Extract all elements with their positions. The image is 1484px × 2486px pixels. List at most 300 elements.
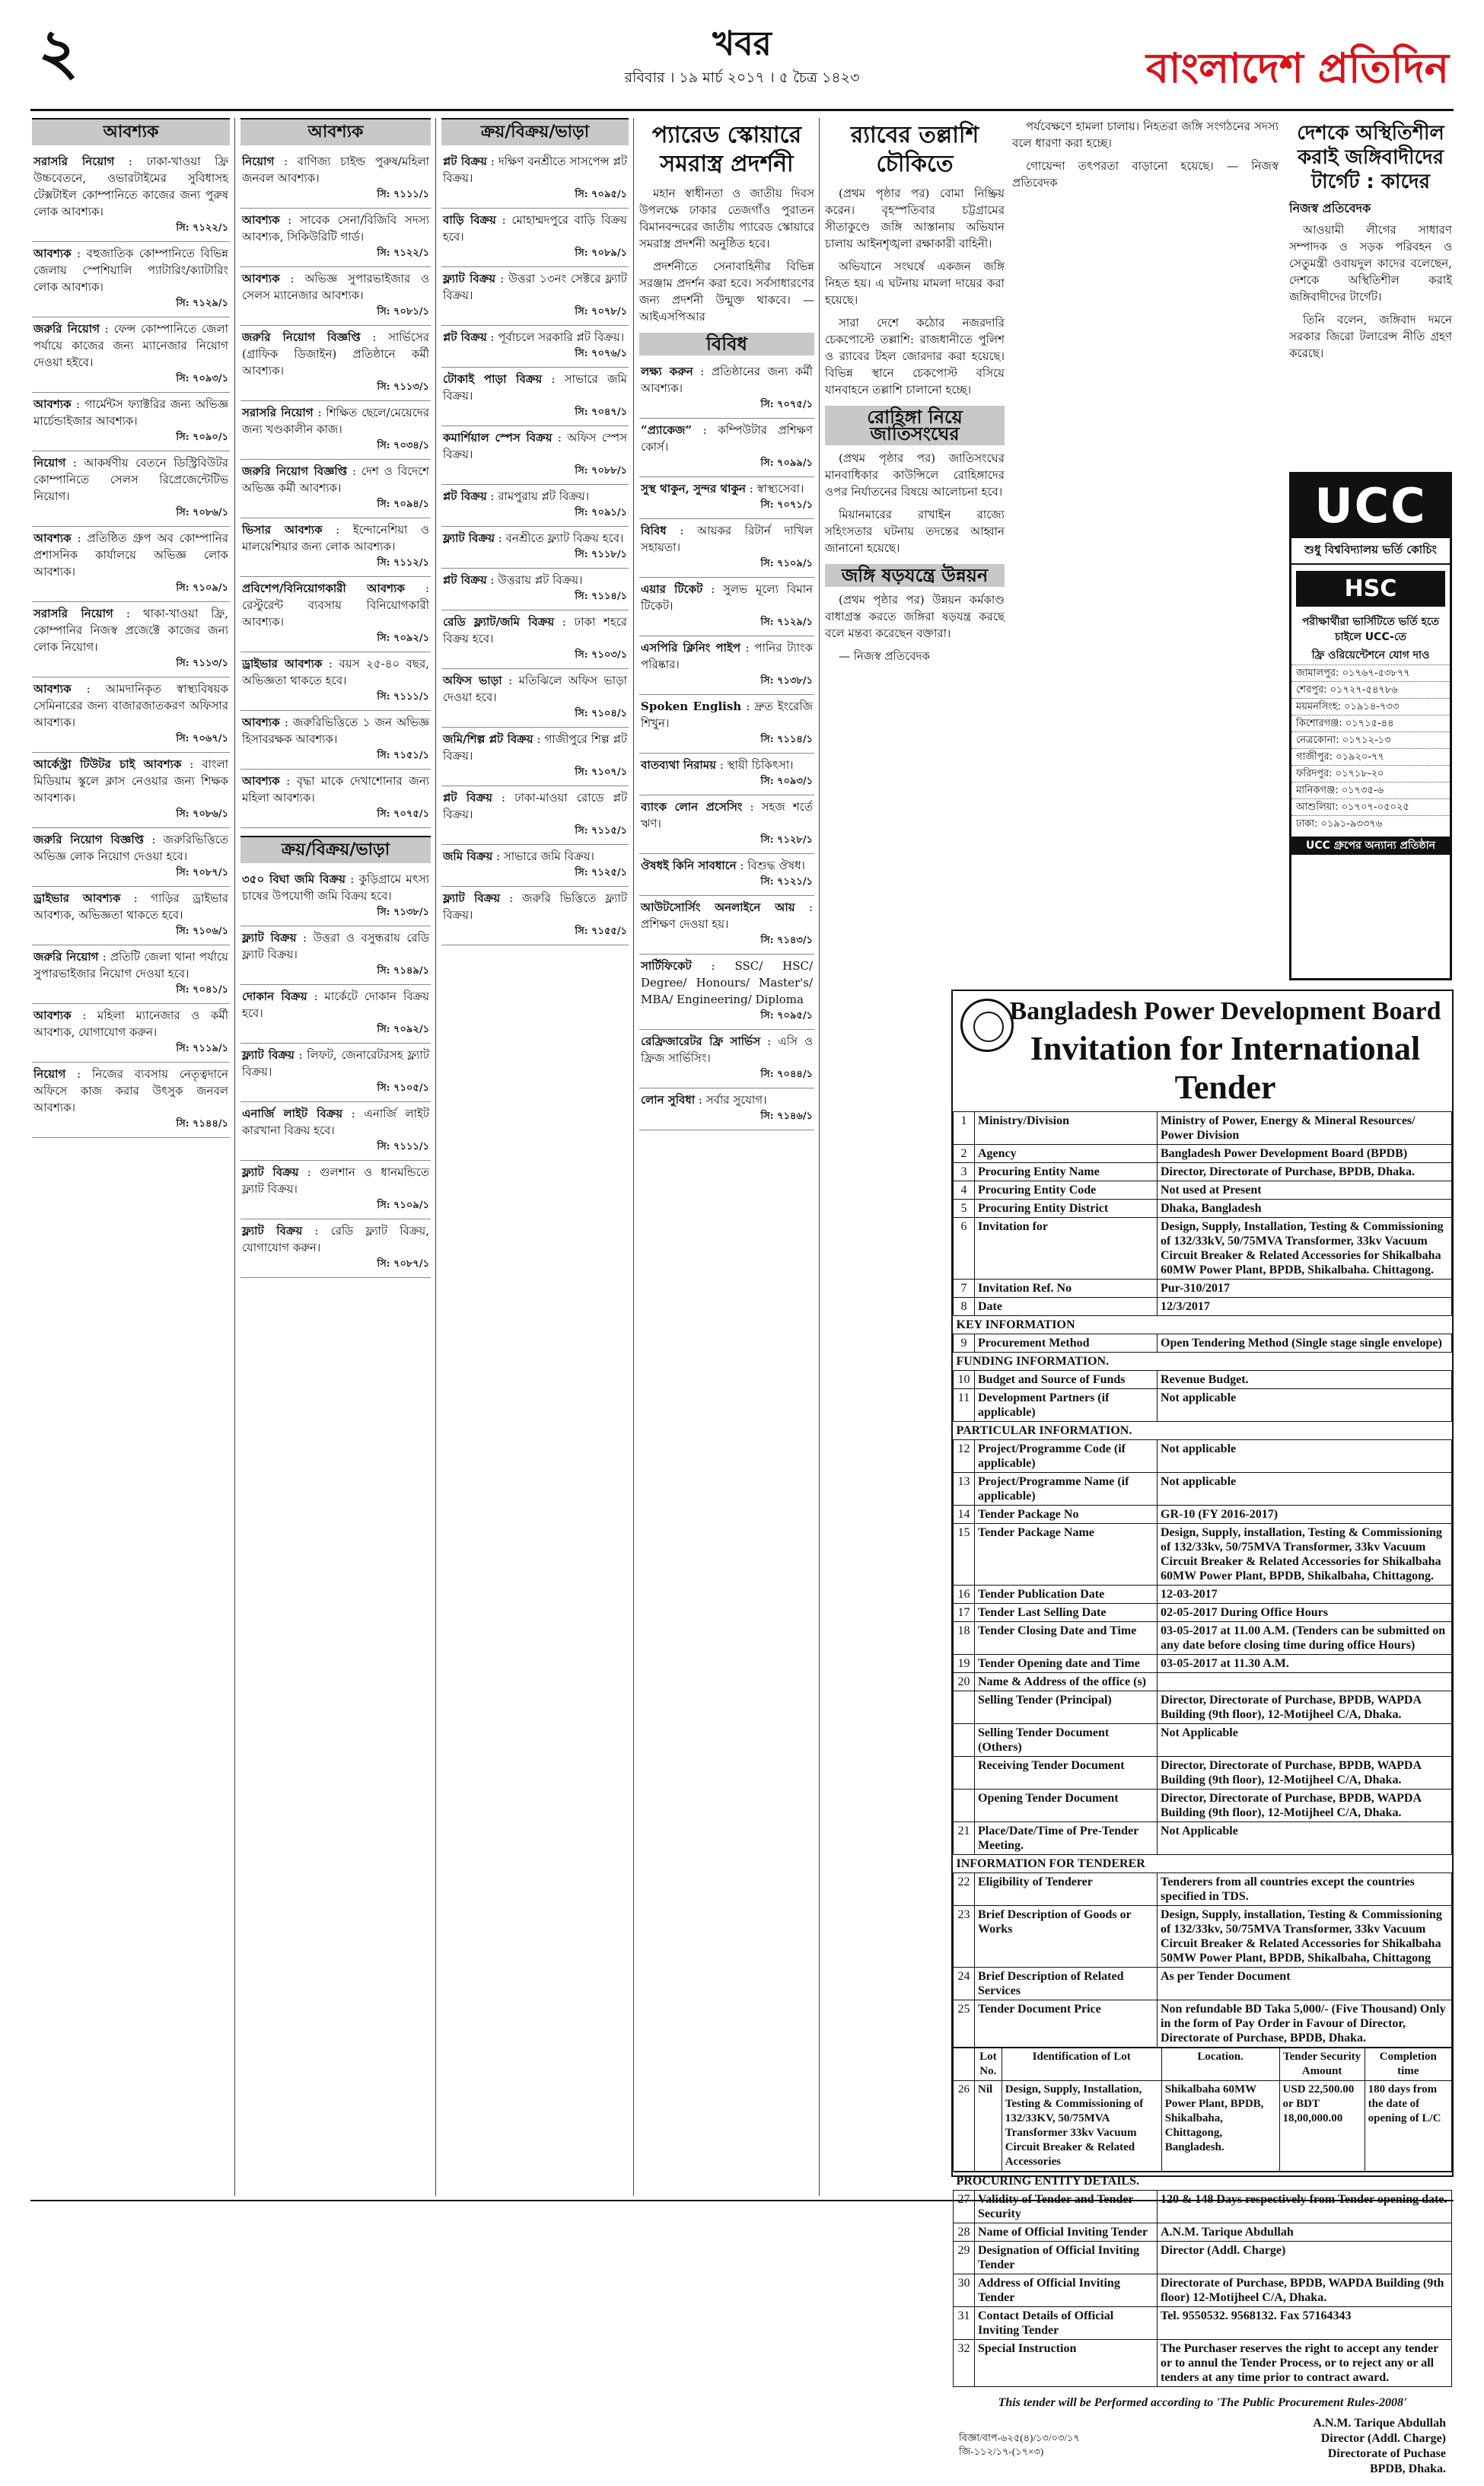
headline: প্যারেড স্কোয়ারে সমরাস্ত্র প্রদর্শনী xyxy=(651,122,802,177)
ad-title: রেফ্রিজারেটর ফ্রি সার্ভিস xyxy=(641,1034,761,1048)
ad-text: স্থায়ী চিকিৎসা। xyxy=(727,758,794,772)
ad-text: এসি ও ফ্রিজ সার্ভিসিং। xyxy=(641,1034,814,1065)
tender-field-value xyxy=(1158,2191,1452,2223)
ad-reference: সি: ৭০৯০/১ xyxy=(176,432,228,443)
tender-row xyxy=(954,1790,1452,1822)
ucc-branch: আশুলিয়া: ০১৭০৭-০৫০২৫ xyxy=(1291,798,1450,815)
ad-text: প্রতিষ্ঠিত গ্রুপ অব কোম্পানির প্রশাসনিক কার্যালয়ে অভিজ্ঞ লোক আবশ্যক। xyxy=(33,531,229,578)
ad-reference: সি: ৭১০৫/১ xyxy=(377,1082,429,1094)
ad-reference: সি: ৭০৮৬/১ xyxy=(176,507,228,518)
ad-title: ব্যাংক লোন প্রসেসিং xyxy=(641,800,743,814)
ad-title: ভিসার আবশ্যক xyxy=(242,523,323,537)
tender-field-value: Not applicable xyxy=(1158,1440,1452,1473)
ad-reference: সি: ৭০৯৯/১ xyxy=(760,457,813,469)
ad-reference: সি: ৭১০৯/১ xyxy=(176,582,228,594)
tender-field-label: Invitation for xyxy=(975,1218,1158,1280)
ad-reference: সি: ৭১১১/১ xyxy=(377,691,429,703)
tender-field-label: Security xyxy=(975,2191,1158,2223)
tender-field-label: Tender Package Name xyxy=(975,1524,1158,1586)
classified-ad: জরুরি নিয়োগ বিজ্ঞপ্তি : সার্ভিসের (গ্রাফিক ডিজাইন) প্রতিষ্ঠানে কর্মী আবশ্যক। সি: ৭১১৩/১ xyxy=(240,326,431,401)
tender-field-value: Director, Directorate of Purchase, BPDB, Dhaka. xyxy=(1158,1163,1452,1181)
ad-reference: সি: ৭০৭৮/১ xyxy=(575,306,627,317)
ad-reference: সি: ৭০৪৪/১ xyxy=(760,1069,813,1080)
classified-ad: সরাসরি নিয়োগ : থাকা-খাওয়া ফ্রি, কোম্পানির নিজস্ব প্রজেক্টে কাজের জন্য লোক নিয়োগ। সি: ৭১১৩/১ xyxy=(32,602,230,677)
tender-field-label: Address of Official Inviting Tender xyxy=(975,2274,1158,2307)
tender-row-number: 13 xyxy=(954,1473,975,1506)
ad-title: জরুরি নিয়োগ xyxy=(33,950,99,964)
ucc-branch: ঢাকা: ০১৯১-৯৩৩৭৬ xyxy=(1291,815,1450,832)
ad-title: কমার্শিয়াল স্পেস বিক্রয় xyxy=(443,431,553,445)
classified-ad: নিয়োগ : নিজের ব্যবসায় নেতৃত্বদানে অফিসে কাজ করার উৎসুক জনবল আবশ্যক। সি: ৭১৪৪/১ xyxy=(32,1063,230,1138)
tender-row-number: 20 xyxy=(954,1673,975,1691)
classified-ad: লক্ষ্য করুন : প্রতিষ্ঠানের জন্য কর্মী আবশ্যক। সি: ৭০৭৫/১ xyxy=(639,360,814,419)
ad-title: এয়ার টিকেট xyxy=(641,582,703,596)
tender-field-label: Procurement Method xyxy=(975,1334,1158,1353)
tender-field-value: GR-10 (FY 2016-2017) xyxy=(1158,1506,1452,1524)
tender-row xyxy=(954,1622,1452,1655)
classified-ad: ফ্ল্যাট বিক্রয় : উত্তরা ১৩নং সেক্টরে ফ্ল্যাট বিক্রয়। সি: ৭০৭৮/১ xyxy=(441,267,629,326)
ad-reference: সি: ৭০৭৫/১ xyxy=(377,808,429,820)
ad-reference: সি: ৭১০৩/১ xyxy=(575,649,627,661)
ad-title: সরাসরি নিয়োগ xyxy=(33,607,113,620)
tender-field-value: A.N.M. Tarique Abdullah xyxy=(1158,2223,1452,2242)
classified-ad: আবশ্যক : গার্মেন্টস ফ্যাক্টরির জন্য অভিজ্ঞ মার্চেন্ডাইজার আবশ্যক। সি: ৭০৯০/১ xyxy=(32,393,230,451)
tender-field-value: Non refundable BD Taka 5,000/- (Five Thousand) Only in the form of Pay Order in Favour of Director, Directorate of Purchase, BPDB, Dhaka. xyxy=(1158,2000,1452,2048)
classifieds-column-1 xyxy=(32,118,230,2196)
tender-field-label: Brief Description of Goods or Works xyxy=(975,1906,1158,1968)
tender-row xyxy=(954,1724,1452,1757)
tender-row xyxy=(954,1473,1452,1506)
ad-reference: সি: ৭০৭১/১ xyxy=(760,499,813,511)
headline: দেশকে অস্থিতিশীল করাই জঙ্গিবাদীদের টার্গেট : কাদের xyxy=(1297,122,1444,193)
ad-title: জরুরি নিয়োগ বিজ্ঞপ্তি xyxy=(242,464,348,478)
ad-reference: সি: ৭১২২/১ xyxy=(176,222,228,234)
ad-reference: সি: ৭০৯৩/১ xyxy=(760,776,813,787)
tender-row-number: 14 xyxy=(954,1506,975,1524)
lot-header-cell: Tender Security Amount xyxy=(1279,2048,1365,2081)
ad-reference: সি: ৭০৬৭/১ xyxy=(176,733,228,744)
masthead xyxy=(30,14,1454,111)
tender-field-value: Director, Directorate of Purchase, BPDB, WAPDA Building (9th floor), 12-Motijheel C/A, Dhaka. xyxy=(1158,1790,1452,1822)
ad-text: প্রতিটি জেলা থানা পর্যায়ে সুপারভাইজার নিয়োগ দেওয়া হবে। xyxy=(33,950,229,980)
article-paragraph: মিয়ানমারের রাখাইন রাজ্যে সহিংসতার ঘটনায় তদন্তের আহ্বান জানানো হয়েছে। xyxy=(825,508,1005,555)
ad-title: আবশ্যক xyxy=(33,682,72,696)
tender-row-number: 8 xyxy=(954,1298,975,1316)
tender-field-value: Revenue Budget. xyxy=(1158,1371,1452,1389)
tender-field-value: Tenderers from all countries except the countries specified in TDS. xyxy=(1158,1873,1452,1906)
tender-row xyxy=(954,1968,1452,2000)
tender-field-value: 02-05-2017 During Office Hours xyxy=(1158,1604,1452,1622)
ad-text: দক্ষিণ বনশ্রীতে সাসপেন্স প্লট বিক্রয়। xyxy=(443,155,628,185)
ad-reference: সি: ৭১২২/১ xyxy=(377,247,429,259)
tender-row-number: 32 xyxy=(954,2340,975,2387)
tender-row-number: 6 xyxy=(954,1218,975,1280)
headline: র‌্যাবের তল্লাশি চৌকিতে xyxy=(850,122,979,177)
tender-field-value: Bangladesh Power Development Board (BPDB) xyxy=(1158,1145,1452,1163)
ucc-branch: গাজীপুর: ০১৯২০-৭৭ xyxy=(1291,748,1450,765)
ad-title: প্লট বিক্রয় xyxy=(443,155,487,168)
tender-field-value: Design, Supply, installation, Testing & Commissioning of 132/33kv, 50/75MVA Transformer, 33kv Vacuum Circuit Breaker & Related Accessories for Shikalbaha 50MW Power Plant, BPDB, Shikalbaha, Chittagong xyxy=(1158,1906,1452,1968)
ad-reference: সি: ৭০৮৭/১ xyxy=(377,1258,429,1270)
tender-row xyxy=(954,2223,1452,2242)
classified-ad: প্লট বিক্রয় : ঢাকা-মাওয়া রোডে প্লট বিক্রয়। সি: ৭১১৫/১ xyxy=(441,786,629,845)
tender-row xyxy=(954,2172,1452,2191)
tender-field-value: Not applicable xyxy=(1158,1473,1452,1506)
ucc-line: ফ্রি ওরিয়েন্টেশনে যোগ দাও xyxy=(1311,649,1430,661)
ucc-branch: জামালপুর: ০১৭৬৭-৫৩৮৭৭ xyxy=(1291,665,1450,681)
column-divider xyxy=(819,118,820,2196)
classified-ad: “প্র্যাকেজ” : কম্পিউটার প্রশিক্ষণ কোর্স। সি: ৭০৯৯/১ xyxy=(639,419,814,477)
ad-reference: সি: ৭১৪৬/১ xyxy=(760,1111,813,1122)
tender-field-label: Special Instruction xyxy=(975,2340,1158,2387)
classified-ad: প্রবিশেপ/বিনিয়োগকারী আবশ্যক : রেস্টুরেন্ট ব্যবসায় বিনিয়োগকারী আবশ্যক। সি: ৭০৯২/১ xyxy=(240,577,431,652)
tender-row-number: 29 xyxy=(954,2242,975,2274)
ad-title: ফ্ল্যাট বিক্রয় xyxy=(443,891,501,905)
ad-title: ফ্ল্যাট বিক্রয় xyxy=(242,1224,303,1238)
ad-title: প্লট বিক্রয় xyxy=(443,489,487,503)
misc-heading: বিবিধ xyxy=(639,333,814,355)
ad-reference: সি: ৭০৮১/১ xyxy=(377,306,429,317)
lot-cell: Nil xyxy=(975,2081,1002,2172)
tender-row-number: 22 xyxy=(954,1873,975,1906)
page-bottom-rule xyxy=(30,2200,1454,2201)
ad-text: সাভারে জমি বিক্রয়। xyxy=(503,849,594,863)
news-column-4 xyxy=(1289,118,1452,468)
article-paragraph: (প্রথম পৃষ্ঠার পর) বোমা নিষ্ক্রিয় করেন। বৃহস্পতিবার চট্টগ্রামের সীতাকুণ্ডে জঙ্গি আস্তানায় অভিযান চালায় আইনশৃঙ্খলা রক্ষাকারী বাহিনী। xyxy=(825,186,1005,250)
lot-header-cell: Lot No. xyxy=(975,2048,1002,2081)
ad-reference: সি: ৭১৪৩/১ xyxy=(760,935,813,946)
lot-header-cell: Location. xyxy=(1161,2048,1279,2081)
classified-ad: ফ্ল্যাট বিক্রয় : গুলশান ও ধানমন্ডিতে ফ্ল্যাট বিক্রয়। সি: ৭১০৯/১ xyxy=(240,1161,431,1219)
classified-ad: বাড়ি বিক্রয় : মোহাম্মদপুরে বাড়ি বিক্রয় হবে। সি: ৭০৮৯/১ xyxy=(441,209,629,267)
ucc-branch: ফরিদপুর: ০১৭১৮-২০ xyxy=(1291,765,1450,782)
ucc-branch: কিশোরগঞ্জ: ০১৭১৫-৪৪ xyxy=(1291,715,1450,731)
tender-field-value: The Purchaser reserves the right to accept any tender or to annul the Tender Process, or to reject any or all tenders at any time prior to contract award. xyxy=(1158,2340,1452,2387)
tender-row xyxy=(954,2191,1452,2223)
ad-text: ফেন্স কোম্পানিতে জেলা পর্যায়ে কাজের জন্য ম্যানেজার নিয়োগ দেওয়া হইবে। xyxy=(33,322,228,369)
tender-field-label: Eligibility of Tenderer xyxy=(975,1873,1158,1906)
ad-title: প্লট বিক্রয় xyxy=(443,573,487,587)
tender-field-value: 12-03-2017 xyxy=(1158,1586,1452,1604)
tender-footer xyxy=(953,2387,1452,2486)
ad-reference: সি: ৭০৪৭/১ xyxy=(575,406,627,418)
ad-title: আবশ্যক xyxy=(33,247,72,260)
tender-field-value: Not applicable xyxy=(1158,1389,1452,1422)
classified-ad: প্লট বিক্রয় : রামপুরায় প্লট বিক্রয়। সি: ৭০৯১/১ xyxy=(441,485,629,527)
ad-title: আবশ্যক xyxy=(242,716,280,729)
ad-text: প্রতিষ্ঠানের জন্য কর্মী আবশ্যক। xyxy=(641,365,813,395)
classified-ad: জরুরি নিয়োগ বিজ্ঞপ্তি : দেশ ও বিদেশে অভিজ্ঞ কর্মী আবশ্যক। সি: ৭০৯৪/১ xyxy=(240,460,431,518)
classified-ad: ফ্ল্যাট বিক্রয় : উত্তরা ও বসুন্ধরায় রেডি ফ্ল্যাট বিক্রয়। সি: ৭১৪৯/১ xyxy=(240,926,431,985)
classified-ad: নিয়োগ : আকর্ষণীয় বেতনে ডিস্ট্রিবিউটর কোম্পানিতে সেলস রিপ্রেজেন্টেটিভ নিয়োগ। সি: ৭০৮৬/১ xyxy=(32,451,230,527)
tender-field-label: Selling Tender Document (Others) xyxy=(975,1724,1158,1757)
article-paragraph: তিনি বলেন, জঙ্গিবাদ দমনে সরকার জিরো টলারেন্স নীতি গ্রহণ করেছে। xyxy=(1289,313,1452,360)
tender-section-heading: PARTICULAR INFORMATION. xyxy=(954,1422,1452,1440)
ad-title: আউটসোর্সিং অনলাইনে আয় xyxy=(641,900,795,914)
ad-title: জরুরি নিয়োগ বিজ্ঞপ্তি xyxy=(242,330,361,344)
article-paragraph: সারা দেশে কঠোর নজরদারি চেকপোস্টে তল্লাশি: রাজধানীতে পুলিশ ও র‌্যাবের টহল জোরদার করা হয়েছে। বিভিন্ন স্থানে চেকপোস্ট বসিয়ে যানবাহনে তল্লাশি চালানো হচ্ছে। xyxy=(825,316,1005,397)
byline: নিজস্ব প্রতিবেদক xyxy=(1289,201,1371,215)
tender-row xyxy=(954,1389,1452,1422)
classified-ad: জরুরি নিয়োগ : ফেন্স কোম্পানিতে জেলা পর্যায়ে কাজের জন্য ম্যানেজার নিয়োগ দেওয়া হইবে। সি: ৭০৯৩/১ xyxy=(32,317,230,393)
tender-field-value: Directorate of Purchase, BPDB, WAPDA Building (9th floor) 12-Motijheel C/A, Dhaka. xyxy=(1158,2274,1452,2307)
ad-reference: সি: ৭০৪১/১ xyxy=(176,984,228,996)
ad-title: ফ্ল্যাট বিক্রয় xyxy=(242,931,297,945)
article-paragraph: (প্রথম পৃষ্ঠার পর) জাতিসংঘের মানবাধিকার কাউন্সিলে রোহিঙ্গাদের ওপর নির্যাতনের বিষয়ে আলোচনা হবে। xyxy=(825,451,1005,499)
classified-ad: ভিসার আবশ্যক : ইন্দোনেশিয়া ও মালয়েশিয়ার জন্য লোক আবশ্যক। সি: ৭১১২/১ xyxy=(240,518,431,577)
lot-header-cell: Completion time xyxy=(1365,2048,1451,2081)
ad-reference: সি: ৭১১৪/১ xyxy=(575,591,627,602)
news-column-1 xyxy=(639,118,814,2196)
tender-row-number: 18 xyxy=(954,1622,975,1655)
tender-row xyxy=(954,1691,1452,1724)
tender-field-value: Open Tendering Method (Single stage single envelope) xyxy=(1158,1334,1452,1353)
tender-row xyxy=(954,1524,1452,1586)
tender-row-number: 7 xyxy=(954,1280,975,1298)
tender-row-number: 16 xyxy=(954,1586,975,1604)
ad-reference: সি: ৭১১১/১ xyxy=(377,1141,429,1152)
ad-title: বাতব্যথা নিরাময় xyxy=(641,758,716,772)
classified-ad: কমার্শিয়াল স্পেস বিক্রয় : অফিস স্পেস বিক্রয়। সি: ৭০৮৮/১ xyxy=(441,426,629,485)
ad-reference: সি: ৭১১৩/১ xyxy=(377,381,429,393)
ad-title: লক্ষ্য করুন xyxy=(641,365,693,378)
classified-ad: ফ্ল্যাট বিক্রয় : জরুরি ভিত্তিতে ফ্ল্যাট বিক্রয়। সি: ৭১৫৫/১ xyxy=(441,887,629,945)
classified-ad: আবশ্যক : বৃদ্ধা মাকে দেখাশোনার জন্য মহিলা আবশ্যক। সি: ৭০৭৫/১ xyxy=(240,770,431,828)
ad-title: আবশ্যক xyxy=(33,397,72,411)
tender-section-heading: PROCURING ENTITY DETAILS. xyxy=(954,2172,1452,2191)
tender-field-label: Contact Details of Official Inviting Tender xyxy=(975,2307,1158,2340)
ad-reference: সি: ৭০৯১/১ xyxy=(575,507,627,518)
ad-title: “প্র্যাকেজ” xyxy=(641,423,693,437)
tender-row xyxy=(954,1298,1452,1316)
ad-title: প্লট বিক্রয় xyxy=(443,330,487,344)
classified-ad: ৩৫০ বিঘা জমি বিক্রয় : কুড়িগ্রামে মৎস্য চাষের উপযোগী জমি বিক্রয় হবে। সি: ৭১৩৮/১ xyxy=(240,868,431,926)
classified-ad: সুস্থ থাকুন, সুন্দর থাকুন : স্বাস্থ্যসেবা। সি: ৭০৭১/১ xyxy=(639,477,814,519)
classified-ad: আর্কেস্ট্রা টিউটর চাই আবশ্যক : বাংলা মিডিয়াম স্কুলে ক্লাস নেওয়ার জন্য শিক্ষক আবশ্যক। সি: ৭০৮৬/১ xyxy=(32,753,230,828)
tender-field-label: Procuring Entity Code xyxy=(975,1181,1158,1200)
classified-ad: প্লট বিক্রয় : দক্ষিণ বনশ্রীতে সাসপেন্স প্লট বিক্রয়। সি: ৭০৯৫/১ xyxy=(441,150,629,209)
classified-ad: দোকান বিক্রয় : মার্কেটে দোকান বিক্রয় হবে। সি: ৭০৯২/১ xyxy=(240,985,431,1044)
tender-row-number: 12 xyxy=(954,1440,975,1473)
article-paragraph: প্রদর্শনীতে সেনাবাহিনীর বিভিন্ন সরঞ্জাম প্রদর্শন করা হবে। সর্বসাধারণের জন্য প্রদর্শনী উন্মুক্ত থাকবে। —আইএসপিআর xyxy=(639,260,814,323)
sub-headline: জঙ্গি ষড়যন্ত্রে উন্নয়ন xyxy=(825,564,1005,587)
tender-field-value: Ministry of Power, Energy & Mineral Resources/ Power Division xyxy=(1158,1112,1452,1145)
ad-text: আমদানিকৃত স্বাস্থ্যবিষয়ক সেমিনারের জন্য বাজারজাতকরণ অফিসার আবশ্যক। xyxy=(33,682,228,729)
ad-title: সরাসরি নিয়োগ xyxy=(242,406,314,419)
ad-title: দোকান বিক্রয় xyxy=(242,990,307,1003)
tender-field-label: Selling Tender (Principal) xyxy=(975,1691,1158,1724)
classified-ad: ফ্ল্যাট বিক্রয় : রেডি ফ্ল্যাট বিক্রয়, যোগাযোগ করুন। সি: ৭০৮৭/১ xyxy=(240,1219,431,1278)
ad-text: শিক্ষিত ছেলে/মেয়েদের জন্য খণ্ডকালীন কাজ। xyxy=(242,406,429,436)
tender-row xyxy=(954,1112,1452,1145)
ad-text: সর্বার সুযোগ। xyxy=(705,1093,767,1107)
article-paragraph: (প্রথম পৃষ্ঠার পর) উন্নয়ন কর্মকাণ্ড বাধাগ্রস্ত করতে জঙ্গিরা ষড়যন্ত্র করছে বলে মন্তব্য করেছেন বক্তারা। xyxy=(825,593,1005,640)
tender-row-number: 30 xyxy=(954,2274,975,2307)
ad-text: জরুরিভিত্তিতে ১ জন অভিজ্ঞ হিসাবরক্ষক আবশ্যক। xyxy=(242,716,430,746)
ucc-footer: UCC গ্রুপের অন্যান্য প্রতিষ্ঠান xyxy=(1291,837,1450,855)
classified-ad: অফিস ভাড়া : মতিঝিলে অফিস ভাড়া দেওয়া হবে। সি: ৭১০৪/১ xyxy=(441,669,629,728)
ad-title: জমি/শিল্প প্লট বিক্রয় xyxy=(443,732,533,746)
tender-row xyxy=(954,1506,1452,1524)
ad-title: লোন সুবিধা xyxy=(641,1093,696,1107)
ad-reference: সি: ৭০৯৩/১ xyxy=(176,373,228,384)
ad-text: কম্পিউটার প্রশিক্ষণ কোর্স। xyxy=(641,423,814,454)
classified-ad: প্লট বিক্রয় : পূর্বাচলে সরকারি প্লট বিক্রয়। সি: ৭০৭৬/১ xyxy=(441,326,629,368)
ad-reference: সি: ৭১০৪/১ xyxy=(575,708,627,719)
lot-cell: USD 22,500.00 or BDT 18,00,000.00 xyxy=(1279,2081,1365,2172)
ad-reference: সি: ৭০৯৫/১ xyxy=(760,1010,813,1021)
tender-row-number xyxy=(954,1757,975,1790)
ad-reference: সি: ৭১২৮/১ xyxy=(760,834,813,846)
classified-ad: আবশ্যক : মহিলা ম্যানেজার ও কর্মী আবশ্যক, যোগাযোগ করুন। সি: ৭১১৯/১ xyxy=(32,1004,230,1063)
ad-title: ফ্ল্যাট বিক্রয় xyxy=(242,1165,299,1179)
lot-cell: Shikalbaha 60MW Power Plant, BPDB, Shikalbaha, Chittagong, Bangladesh. xyxy=(1161,2081,1279,2172)
tender-field-value: Not Applicable xyxy=(1158,1724,1452,1757)
tender-field-value xyxy=(1158,1673,1452,1691)
tender-field-label: Tender Opening date and Time xyxy=(975,1655,1158,1673)
ad-text: ঢাকা শহরে বিক্রয় হবে। xyxy=(443,615,628,645)
ad-title: Spoken English xyxy=(641,700,742,713)
ad-title: বাড়ি বিক্রয় xyxy=(443,213,496,227)
ad-text: অফিস স্পেস বিক্রয়। xyxy=(443,431,627,461)
tender-field-label: Tender Package No xyxy=(975,1506,1158,1524)
ad-text: আয়কর রিটার্ন দাখিল সহায়তা। xyxy=(641,524,813,554)
tender-field-label: Invitation Ref. No xyxy=(975,1280,1158,1298)
ad-title: প্লট বিক্রয় xyxy=(443,791,492,805)
classifieds-column-2 xyxy=(240,118,431,2196)
ad-title: আবশ্যক xyxy=(242,774,280,788)
tender-field-label: Tender Document Price xyxy=(975,2000,1158,2048)
ad-text: জরুরি ভিত্তিতে ফ্ল্যাট বিক্রয়। xyxy=(443,891,628,922)
ad-text: অভিজ্ঞ সুপারভাইজার ও সেলস ম্যানেজার আবশ্যক। xyxy=(242,272,430,302)
classified-ad: প্লট বিক্রয় : উত্তরায় প্লট বিক্রয়। সি: ৭১১৪/১ xyxy=(441,569,629,610)
lot-header-blank xyxy=(954,2048,975,2081)
ad-reference: সি: ৭১১২/১ xyxy=(377,557,429,569)
ad-reference: সি: ৭১০৯/১ xyxy=(760,558,813,569)
classified-ad: জরুরি নিয়োগ : প্রতিটি জেলা থানা পর্যায়ে সুপারভাইজার নিয়োগ দেওয়া হবে। সি: ৭০৪১/১ xyxy=(32,945,230,1004)
tender-row-number xyxy=(954,1790,975,1822)
tender-row xyxy=(954,1655,1452,1673)
tender-field-label: Ministry/Division xyxy=(975,1112,1158,1145)
ad-reference: সি: ৭১০৭/১ xyxy=(575,767,627,778)
tender-row xyxy=(954,2000,1452,2048)
classified-ad: সরাসরি নিয়োগ : ঢাকা-খাওয়া ফ্রি উচ্চবেতনে, ওভারটাইমের সুবিধাসহ টেক্সটাইল কোম্পানিতে কাজের জন্য পুরুষ লোক আবশ্যক। সি: ৭১২২/১ xyxy=(32,150,230,242)
ad-text: আকর্ষণীয় বেতনে ডিস্ট্রিবিউটর কোম্পানিতে সেলস রিপ্রেজেন্টেটিভ নিয়োগ। xyxy=(33,456,228,503)
tender-field-value: Pur-310/2017 xyxy=(1158,1280,1452,1298)
ad-reference: সি: ৭১৪৯/১ xyxy=(377,965,429,977)
tender-row xyxy=(954,1586,1452,1604)
tender-row xyxy=(954,1353,1452,1371)
tender-row xyxy=(954,2242,1452,2274)
tender-row-number: 11 xyxy=(954,1389,975,1422)
classified-ad: এনার্জি লাইট বিক্রয় : এনার্জি লাইট কারখানা বিক্রয় হবে। সি: ৭১১১/১ xyxy=(240,1102,431,1161)
tender-field-label: Brief Description of Related Services xyxy=(975,1968,1158,2000)
ad-reference: সি: ৭১১৯/১ xyxy=(176,1043,228,1054)
ad-title: জরুরি নিয়োগ xyxy=(33,322,100,336)
ad-text: সাভারে জমি বিক্রয়। xyxy=(443,372,628,403)
tender-row-number xyxy=(954,1691,975,1724)
tender-row xyxy=(954,1280,1452,1298)
ad-text: বহুজাতিক কোম্পানিতে বিভিন্ন জেলায় স্পেশিয়ালি প্যাটারিং/ক্যাটারিং লোক আবশ্যক। xyxy=(33,247,228,294)
ad-reference: সি: ৭০৯২/১ xyxy=(377,633,429,644)
tender-row xyxy=(954,1218,1452,1280)
ad-reference: সি: ৭১২৯/১ xyxy=(176,298,228,309)
tender-field-value: Director, Directorate of Purchase, BPDB, WAPDA Building (9th floor), 12-Motijheel C/A, Dhaka. xyxy=(1158,1757,1452,1790)
article-paragraph: অভিযানে সংঘর্ষে একজন জঙ্গি নিহত হয়। এ ঘটনায় মামলা দায়ের করা হয়েছে। xyxy=(825,260,1005,307)
tender-row xyxy=(954,1200,1452,1218)
tender-row-number: 9 xyxy=(954,1334,975,1353)
tender-row xyxy=(954,1422,1452,1440)
tender-row xyxy=(954,1371,1452,1389)
ad-title: ঔষধই কিনি সাবধানে xyxy=(641,859,737,872)
ucc-logo: UCC xyxy=(1291,474,1450,538)
government-emblem-icon xyxy=(960,999,1014,1052)
lot-table xyxy=(953,2048,1452,2172)
tender-row-number: 23 xyxy=(954,1906,975,1968)
ad-text: রেডি ফ্ল্যাট বিক্রয়, যোগাযোগ করুন। xyxy=(242,1224,429,1254)
lot-cell: Design, Supply, Installation, Testing & Commissioning of 132/33KV, 50/75MVA Transformer 33kv Vacuum Circuit Breaker & Related Accessories xyxy=(1002,2081,1161,2172)
ucc-branch: নেত্রকোনা: ০১৭১২-১৩ xyxy=(1291,731,1450,748)
ad-reference: সি: ৭১০৬/১ xyxy=(176,926,228,937)
ad-reference: সি: ৭১২৫/১ xyxy=(575,867,627,878)
tender-organization: Bangladesh Power Development Board xyxy=(1009,997,1441,1025)
tender-field-label: Place/Date/Time of Pre-Tender Meeting. xyxy=(975,1822,1158,1855)
tender-row-number: 17 xyxy=(954,1604,975,1622)
tender-field-label: Agency xyxy=(975,1145,1158,1163)
tender-row xyxy=(954,1906,1452,1968)
hsc-banner: HSC xyxy=(1296,571,1445,607)
ad-title: নিয়োগ xyxy=(33,456,66,470)
ad-title: ফ্ল্যাট বিক্রয় xyxy=(443,272,496,285)
classified-ad: রেডি ফ্ল্যাট/জমি বিক্রয় : ঢাকা শহরে বিক্রয় হবে। সি: ৭১০৩/১ xyxy=(441,610,629,669)
ad-text: থাকা-খাওয়া ফ্রি, কোম্পানির নিজস্ব প্রজেক্টে কাজের জন্য লোক নিয়োগ। xyxy=(33,607,228,654)
tender-row xyxy=(954,1873,1452,1906)
ad-text: কুড়িগ্রামে মৎস্য চাষের উপযোগী জমি বিক্রয় হবে। xyxy=(242,872,429,903)
ad-reference: সি: ৭০৩৪/১ xyxy=(377,440,429,451)
ad-text: রামপুরায় প্লট বিক্রয়। xyxy=(498,489,590,503)
ad-title: এনার্জি লাইট বিক্রয় xyxy=(242,1107,343,1120)
classified-ad: সার্টিফিকেট : SSC/ HSC/ Degree/ Honours/ Master's/ MBA/ Engineering/ Diploma সি: ৭০৯৫/১ xyxy=(639,955,814,1030)
ucc-tagline: শুধু বিশ্ববিদ্যালয় ভর্তি কোচিং xyxy=(1291,538,1450,565)
classified-ad: নিয়োগ : বাণিজ্য চাইল্ড পুরুষ/মহিলা জনবল আবশ্যক। সি: ৭১১১/১ xyxy=(240,150,431,209)
tender-row-number: 10 xyxy=(954,1371,975,1389)
column-divider xyxy=(633,118,634,2196)
tender-field-label: Budget and Source of Funds xyxy=(975,1371,1158,1389)
ad-text: লিফট, জেনারেটরসহ ফ্ল্যাট বিক্রয়। xyxy=(242,1048,429,1079)
ad-title: ফ্ল্যাট বিক্রয় xyxy=(443,531,495,545)
tender-row xyxy=(954,1181,1452,1200)
tender-row xyxy=(954,1145,1452,1163)
article-paragraph: আওয়ামী লীগের সাধারণ সম্পাদক ও সড়ক পরিবহন ও সেতুমন্ত্রী ওবায়দুল কাদের বলেছেন, দেশকে অস্থিতিশীল করাই জঙ্গিবাদীদের টার্গেট। xyxy=(1289,223,1452,304)
ad-text: ঢাকা-খাওয়া ফ্রি উচ্চবেতনে, ওভারটাইমের সুবিধাসহ টেক্সটাইল কোম্পানিতে কাজের জন্য পুরুষ লোক আবশ্যক। xyxy=(33,155,228,218)
ad-title: এসপিরি ক্লিনিং পাইপ xyxy=(641,641,740,655)
ad-text: বিশুদ্ধ ঔষধ। xyxy=(747,859,805,872)
ad-text: গুলশান ও ধানমন্ডিতে ফ্ল্যাট বিক্রয়। xyxy=(242,1165,429,1196)
classified-ad: ঔষধই কিনি সাবধানে : বিশুদ্ধ ঔষধ। সি: ৭১২১/১ xyxy=(639,854,814,896)
classified-ad: এয়ার টিকেট : সুলভ মূল্যে বিমান টিকেট। সি: ৭১২৯/১ xyxy=(639,578,814,636)
tender-row xyxy=(954,1334,1452,1353)
ad-text: প্রশিক্ষণ দেওয়া হয়। xyxy=(641,917,729,931)
tender-row-number: 19 xyxy=(954,1655,975,1673)
classified-ad: Spoken English : দ্রুত ইংরেজি শিখুন। সি: ৭১১৪/১ xyxy=(639,695,814,754)
tender-field-label: Tender Last Selling Date xyxy=(975,1604,1158,1622)
tender-field-value: Tel. 9550532. 9568132. Fax 57164343 xyxy=(1158,2307,1452,2340)
tender-row-number: 15 xyxy=(954,1524,975,1586)
tender-row-number: 28 xyxy=(954,2223,975,2242)
classified-ad: টোকাই পাড়া বিক্রয় : সাভারে জমি বিক্রয়। সি: ৭০৪৭/১ xyxy=(441,368,629,426)
classified-ad: আউটসোর্সিং অনলাইনে আয় : প্রশিক্ষণ দেওয়া হয়। সি: ৭১৪৩/১ xyxy=(639,896,814,955)
ad-title: নিয়োগ xyxy=(242,155,275,168)
